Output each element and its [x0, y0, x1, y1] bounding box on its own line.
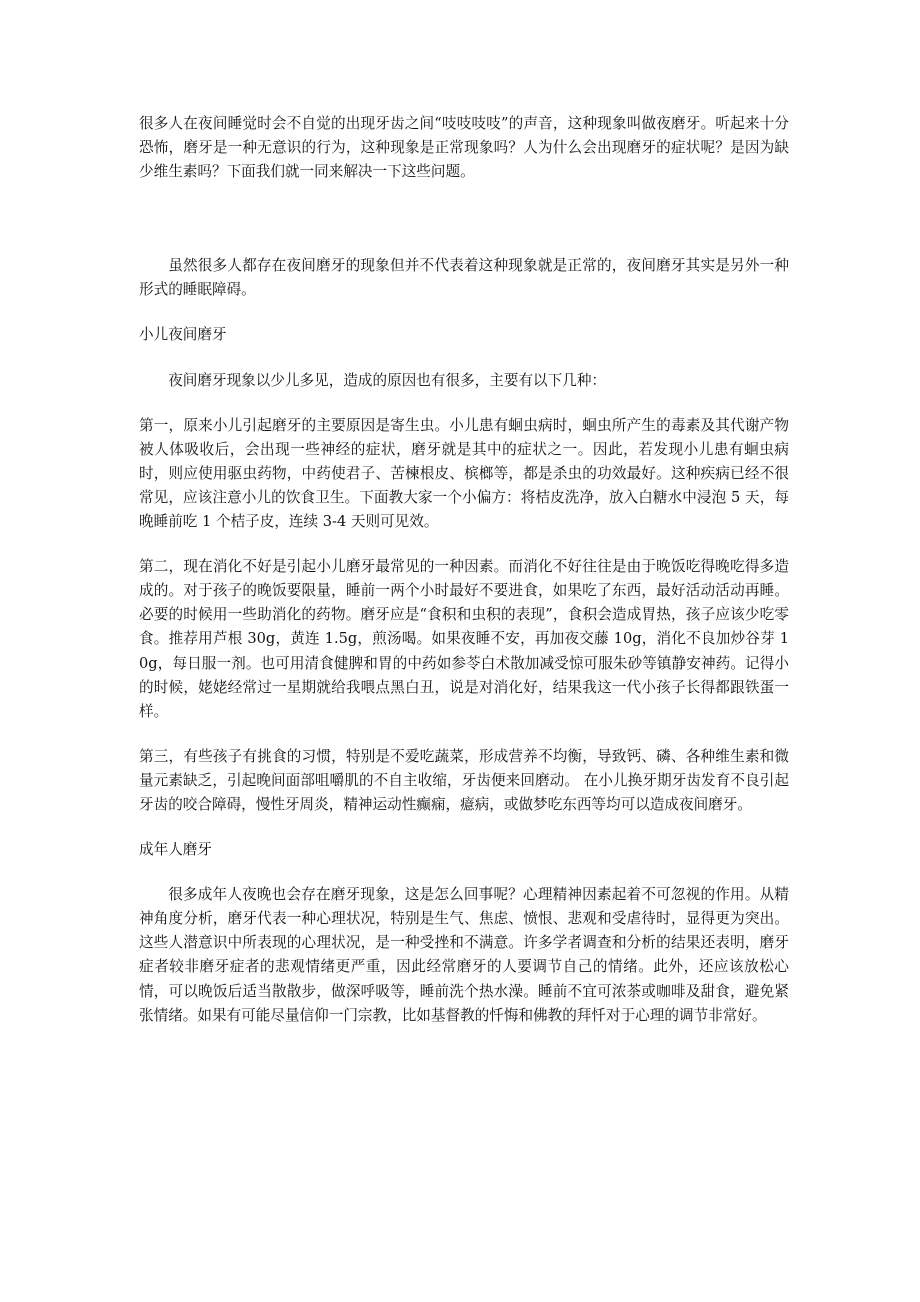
section-heading-adults: 成年人磨牙: [139, 841, 212, 859]
children-intro-paragraph: 夜间磨牙现象以少儿多见，造成的原因也有很多，主要有以下几种：: [168, 371, 607, 389]
not-normal-paragraph: 虽然很多人都存在夜间磨牙的现象但并不代表着这种现象就是正常的，夜间磨牙其实是另外一种形式的睡眠障碍。: [139, 257, 789, 299]
adults-paragraph: 很多成年人夜晚也会存在磨牙现象，这是怎么回事呢？心理精神因素起着不可忽视的作用。从精神角度分析，磨牙代表一种心理状况，特别是生气、焦虑、愤恨、悲观和受虐待时，显得更为突出。这些人潜意识中所表现的心理状况，是一种受挫和不满意。许多学者调查和分析的结果还表明，磨牙症者较非磨牙症者的悲观情绪更严重，因此经常磨牙的人要调节自己的情绪。此外，还应该放松心情，可以晚饭后适当散散步，做深呼吸等，睡前洗个热水澡。睡前不宜可浓茶或咖啡及甜食，避免紧张情绪。如果有可能尽量信仰一门宗教，比如基督教的忏悔和佛教的拜忏对于心理的调节非常好。: [139, 886, 789, 1024]
cause-second-paragraph: 第二，现在消化不好是引起小儿磨牙最常见的一种因素。而消化不好往往是由于晚饭吃得晚吃得多造成的。对于孩子的晚饭要限量，睡前一两个小时最好不要进食，如果吃了东西，最好活动活动再睡。必要的时候用一些助消化的药物。磨牙应是“食积和虫积的表现”，食积会造成胃热，孩子应该少吃零食。推荐用芦根 30g，黄连 1.5g，煎汤喝。如果夜睡不安，再加夜交藤 10g，消化不良加炒谷芽 10g，每日服一剂。也可用清食健脾和胃的中药如参苓白术散加减受惊可服朱砂等镇静安神药。记得小的时候，姥姥经常过一星期就给我喂点黑白丑，说是对消化好，结果我这一代小孩子长得都跟铁蛋一样。: [139, 558, 789, 720]
document-page: [139, 112, 789, 1028]
cause-third-paragraph: 第三，有些孩子有挑食的习惯，特别是不爱吃蔬菜，形成营养不均衡，导致钙、磷、各种维生素和微量元素缺乏，引起晚间面部咀嚼肌的不自主收缩，牙齿便来回磨动。 在小儿换牙期牙齿发育不良引起牙齿的咬合障碍，慢性牙周炎，精神运动性癫痫，癔病，或做梦吃东西等均可以造成夜间磨牙。: [139, 747, 789, 813]
section-heading-children: 小儿夜间磨牙: [139, 326, 227, 344]
cause-first-paragraph: 第一，原来小儿引起磨牙的主要原因是寄生虫。小儿患有蛔虫病时，蛔虫所产生的毒素及其代谢产物被人体吸收后，会出现一些神经的症状，磨牙就是其中的症状之一。因此，若发现小儿患有蛔虫病时，则应使用驱虫药物，中药使君子、苦楝根皮、槟榔等，都是杀虫的功效最好。这种疾病已经不很常见，应该注意小儿的饮食卫生。下面教大家一个小偏方：将桔皮洗净，放入白糖水中浸泡 5 天，每晚睡前吃 1 个桔子皮，连续 3-4 天则可见效。: [139, 416, 789, 531]
intro-paragraph: 很多人在夜间睡觉时会不自觉的出现牙齿之间“吱吱吱吱”的声音，这种现象叫做夜磨牙。听起来十分恐怖，磨牙是一种无意识的行为，这种现象是正常现象吗？人为什么会出现磨牙的症状呢？是因为缺少维生素吗？下面我们就一同来解决一下这些问题。: [139, 115, 789, 181]
